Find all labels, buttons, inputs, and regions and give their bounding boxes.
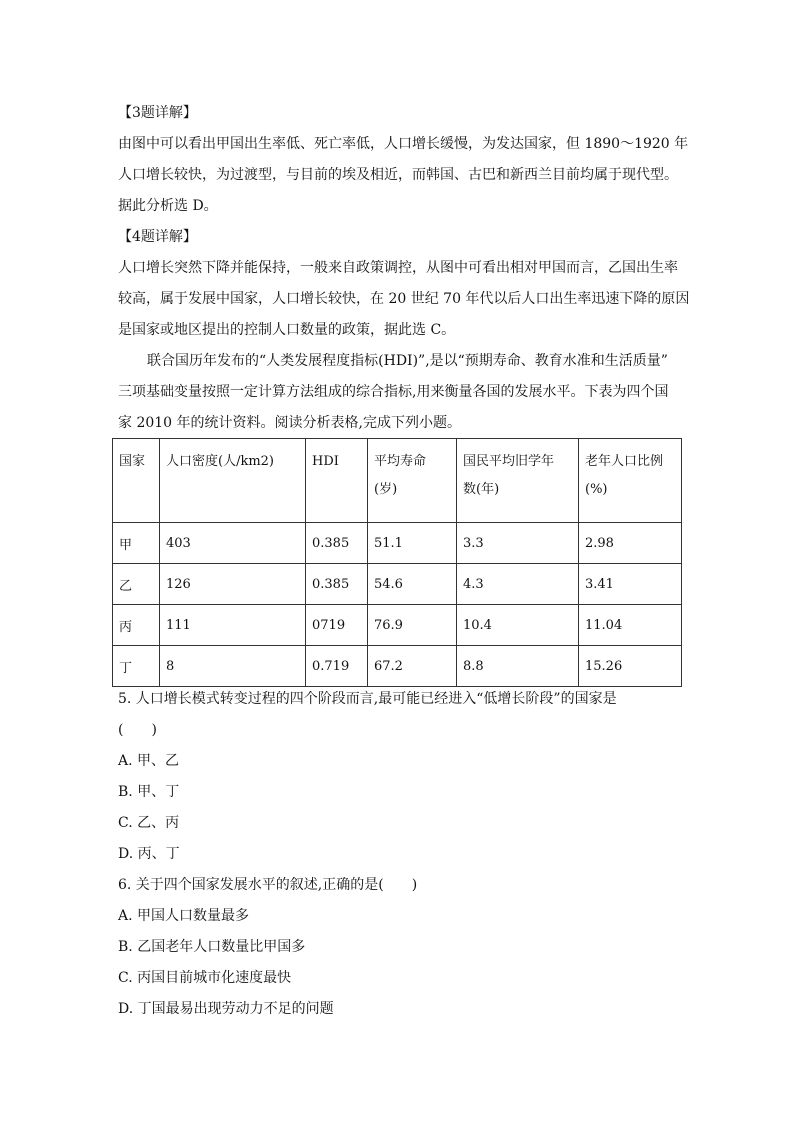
- statistics-table: [112, 438, 682, 687]
- table-row: [113, 646, 682, 687]
- cell-schooling-years: 4.3: [457, 564, 579, 605]
- section-4-line-1: 人口增长突然下降并能保持，一般来自政策调控，从图中可看出相对甲国而言，乙国出生率: [118, 260, 678, 276]
- cell-country: 甲: [113, 523, 160, 564]
- section-3-line-3: 据此分析选 D。: [118, 198, 218, 214]
- cell-hdi: 0.719: [306, 646, 368, 687]
- section-3-heading: 【3题详解】: [118, 105, 197, 121]
- cell-elderly-ratio: 3.41: [579, 564, 682, 605]
- question-6-option-b: B. 乙国老年人口数量比甲国多: [118, 939, 306, 955]
- intro-line-3: 家 2010 年的统计资料。阅读分析表格,完成下列小题。: [118, 415, 461, 431]
- intro-line-2: 三项基础变量按照一定计算方法组成的综合指标,用来衡量各国的发展水平。下表为四个国: [118, 384, 669, 400]
- cell-hdi: 0.385: [306, 523, 368, 564]
- question-6-option-c: C. 丙国目前城市化速度最快: [118, 970, 292, 986]
- cell-hdi: 0.385: [306, 564, 368, 605]
- table-row: [113, 564, 682, 605]
- cell-density: 8: [160, 646, 306, 687]
- cell-country: 乙: [113, 564, 160, 605]
- header-elderly-ratio: 老年人口比例 (%): [579, 439, 682, 523]
- cell-life-expectancy: 51.1: [368, 523, 457, 564]
- header-life-expectancy: 平均寿命 (岁): [368, 439, 457, 523]
- header-schooling-years: 国民平均旧学年 数(年): [457, 439, 579, 523]
- cell-density: 403: [160, 523, 306, 564]
- section-4-line-3: 是国家或地区提出的控制人口数量的政策，据此选 C。: [118, 322, 456, 338]
- question-5-option-c: C. 乙、丙: [118, 815, 180, 831]
- cell-schooling-years: 3.3: [457, 523, 579, 564]
- table-row: [113, 605, 682, 646]
- question-5-option-d: D. 丙、丁: [118, 846, 180, 862]
- question-5-option-b: B. 甲、丁: [118, 784, 180, 800]
- cell-life-expectancy: 54.6: [368, 564, 457, 605]
- question-6-stem: 6. 关于四个国家发展水平的叙述,正确的是( ): [118, 877, 418, 893]
- cell-life-expectancy: 76.9: [368, 605, 457, 646]
- table-row: [113, 523, 682, 564]
- cell-country: 丙: [113, 605, 160, 646]
- cell-life-expectancy: 67.2: [368, 646, 457, 687]
- cell-density: 111: [160, 605, 306, 646]
- cell-elderly-ratio: 2.98: [579, 523, 682, 564]
- cell-hdi: 0719: [306, 605, 368, 646]
- cell-schooling-years: 8.8: [457, 646, 579, 687]
- intro-line-1: 联合国历年发布的“人类发展程度指标(HDI)”,是以“预期寿命、教育水准和生活质量”: [147, 353, 668, 369]
- question-6-option-a: A. 甲国人口数量最多: [118, 908, 250, 924]
- question-5-paren: ( ): [118, 722, 157, 738]
- question-5-option-a: A. 甲、乙: [118, 753, 180, 769]
- question-5-stem: 5. 人口增长模式转变过程的四个阶段而言,最可能已经进入“低增长阶段”的国家是: [118, 691, 617, 707]
- header-hdi: HDI: [306, 439, 368, 523]
- header-country: 国家: [113, 439, 160, 523]
- table-header-row: [113, 439, 682, 523]
- cell-density: 126: [160, 564, 306, 605]
- cell-country: 丁: [113, 646, 160, 687]
- section-4-line-2: 较高，属于发展中国家，人口增长较快，在 20 世纪 70 年代以后人口出生率迅速下降的原因: [118, 291, 690, 307]
- header-density: 人口密度(人/km2): [160, 439, 306, 523]
- section-3-line-1: 由图中可以看出甲国出生率低、死亡率低，人口增长缓慢，为发达国家，但 1890～1920 年: [118, 136, 689, 152]
- section-4-heading: 【4题详解】: [118, 229, 197, 245]
- section-3-line-2: 人口增长较快，为过渡型，与目前的埃及相近，而韩国、古巴和新西兰目前均属于现代型。: [118, 167, 678, 183]
- cell-schooling-years: 10.4: [457, 605, 579, 646]
- question-6-option-d: D. 丁国最易出现劳动力不足的问题: [118, 1001, 334, 1017]
- cell-elderly-ratio: 11.04: [579, 605, 682, 646]
- cell-elderly-ratio: 15.26: [579, 646, 682, 687]
